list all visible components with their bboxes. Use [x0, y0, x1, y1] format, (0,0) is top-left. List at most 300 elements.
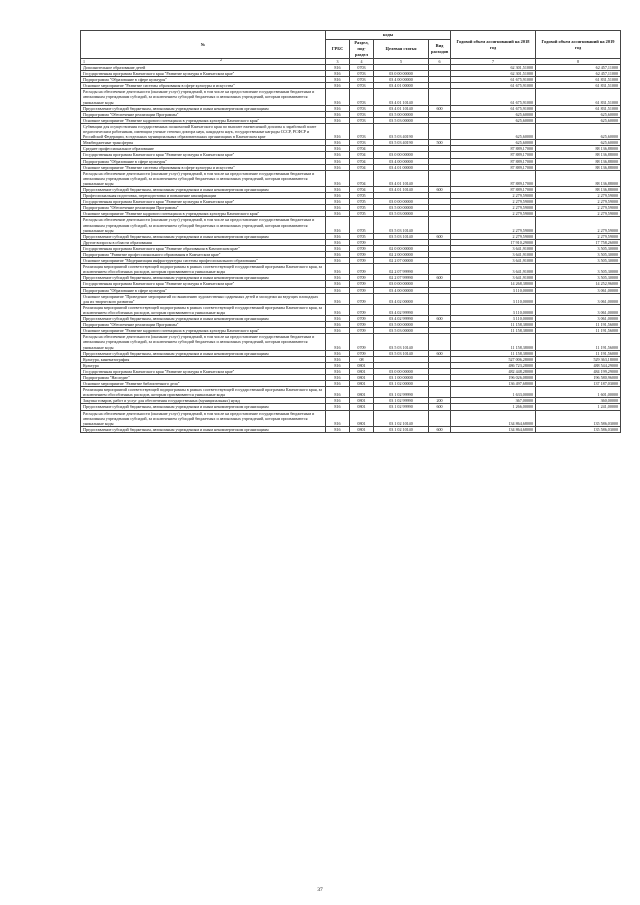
column-number: 7: [451, 59, 536, 65]
cell-grbs: 816: [326, 111, 350, 117]
cell-amount-2019: 11 191,56000: [536, 334, 621, 350]
cell-grbs: 816: [326, 123, 350, 139]
cell-target-article: 03 1 02 99990: [374, 404, 429, 410]
cell-grbs: 816: [326, 275, 350, 281]
cell-grbs: 816: [326, 328, 350, 334]
cell-grbs: 816: [326, 83, 350, 89]
cell-amount-2018: 61 675,91000: [451, 105, 536, 111]
cell-amount-2019: 88 136,88000: [536, 158, 621, 164]
cell-name: Предоставление субсидий бюджетным, автономным учреждениям и иным некоммерческим организациям: [81, 404, 326, 410]
cell-name: Основное мероприятие "Развитие кадрового потенциала в учреждениях культуры Камчатского края": [81, 117, 326, 123]
cell-expense-type: [429, 217, 451, 233]
cell-amount-2019: 88 136,88000: [536, 146, 621, 152]
cell-amount-2019: 135 586,03000: [536, 410, 621, 426]
cell-name: Межбюджетные трансферты: [81, 140, 326, 146]
cell-name: Предоставление субсидий бюджетным, автономным учреждениям и иным некоммерческим организациям: [81, 186, 326, 192]
cell-section: 0801: [350, 368, 374, 374]
cell-target-article: 03 5 03 10140: [374, 334, 429, 350]
cell-section: 0709: [350, 258, 374, 264]
cell-target-article: 03 1 02 00000: [374, 381, 429, 387]
cell-name: Реализация мероприятий соответствующей подпрограммы в рамках соответствующей государственной программы Камчатского края, за исключением обособленных расходов, которым присваиваются уникальные коды: [81, 304, 326, 315]
cell-amount-2018: 527 006,28000: [451, 356, 536, 362]
cell-target-article: 03 5 03 00000: [374, 211, 429, 217]
cell-name: Государственная программа Камчатского края "Развитие культуры в Камчатском крае": [81, 368, 326, 374]
cell-name: Подпрограмма "Образование в сфере культуры": [81, 158, 326, 164]
cell-name: Предоставление субсидий бюджетным, автономным учреждениям и иным некоммерческим организациям: [81, 233, 326, 239]
cell-grbs: 816: [326, 164, 350, 170]
cell-amount-2018: 196 026,08000: [451, 374, 536, 380]
cell-expense-type: 600: [429, 316, 451, 322]
cell-target-article: 02 2 07 99990: [374, 264, 429, 275]
table-row: [81, 410, 621, 426]
cell-amount-2018: 1 266,00000: [451, 404, 536, 410]
cell-amount-2019: 625,60000: [536, 140, 621, 146]
cell-amount-2018: 625,60000: [451, 111, 536, 117]
cell-section: 08: [350, 356, 374, 362]
cell-name: Профессиональная подготовка, переподготовка и повышение квалификации: [81, 193, 326, 199]
column-number: 1: [81, 59, 326, 65]
cell-amount-2019: 2 279,59000: [536, 211, 621, 217]
cell-amount-2018: 625,60000: [451, 123, 536, 139]
cell-section: 0704: [350, 170, 374, 186]
cell-target-article: 03 0 00 00000: [374, 368, 429, 374]
cell-amount-2019: 88 136,88000: [536, 186, 621, 192]
cell-amount-2019: 14 252,96000: [536, 281, 621, 287]
cell-target-article: 03 0 00 00000: [374, 281, 429, 287]
cell-section: 0703: [350, 71, 374, 77]
cell-section: 0703: [350, 117, 374, 123]
column-number: 6: [429, 59, 451, 65]
cell-amount-2018: 3 110,00000: [451, 287, 536, 293]
cell-section: 0703: [350, 89, 374, 105]
cell-amount-2018: 2 279,59000: [451, 205, 536, 211]
cell-name: Государственная программа Камчатского края "Развитие культуры в Камчатском крае": [81, 71, 326, 77]
cell-grbs: 816: [326, 368, 350, 374]
cell-section: 0705: [350, 193, 374, 199]
cell-target-article: 03 0 00 00000: [374, 152, 429, 158]
cell-amount-2018: 87 889,17000: [451, 152, 536, 158]
cell-name: Расходы на обеспечение деятельности (оказание услуг) учреждений, в том числе на предоставление государственным бюджетным и автономным учреждениям субсидий, за исключением субсидий бюджетных и автономных учреждений, которым присваиваются уникальные коды: [81, 89, 326, 105]
cell-section: 0705: [350, 199, 374, 205]
cell-amount-2018: 87 889,17000: [451, 186, 536, 192]
cell-expense-type: [429, 410, 451, 426]
cell-amount-2018: 61 675,91000: [451, 89, 536, 105]
cell-amount-2019: 11 191,56000: [536, 328, 621, 334]
cell-amount-2019: 1 241,00000: [536, 404, 621, 410]
cell-grbs: 816: [326, 199, 350, 205]
cell-expense-type: 600: [429, 186, 451, 192]
cell-grbs: 816: [326, 287, 350, 293]
cell-name: Подпрограмма "Образование в сфере культуры": [81, 287, 326, 293]
cell-name: Подпрограмма "Образование в сфере культуры": [81, 77, 326, 83]
cell-target-article: 03 4 00 00000: [374, 158, 429, 164]
column-number: 5: [374, 59, 429, 65]
cell-amount-2019: 11 191,56000: [536, 350, 621, 356]
cell-amount-2018: 3 641,91000: [451, 245, 536, 251]
cell-section: 0801: [350, 404, 374, 410]
cell-amount-2018: 486 723,28000: [451, 362, 536, 368]
cell-section: 0703: [350, 77, 374, 83]
cell-name: Расходы на обеспечение деятельности (оказание услуг) учреждений, в том числе на предоставление государственным бюджетным и автономным учреждениям субсидий, за исключением субсидий бюджетных и автономных учреждений, которым присваиваются уникальные коды: [81, 410, 326, 426]
cell-amount-2019: 484 199,29000: [536, 368, 621, 374]
table-row: [81, 334, 621, 350]
cell-amount-2019: 1 601,00000: [536, 387, 621, 398]
cell-target-article: 03 5 03 10140: [374, 350, 429, 356]
cell-section: 0705: [350, 211, 374, 217]
cell-section: 0709: [350, 304, 374, 315]
cell-section: 0705: [350, 205, 374, 211]
cell-amount-2019: 196 580,96000: [536, 374, 621, 380]
cell-grbs: 816: [326, 146, 350, 152]
cell-amount-2018: 134 864,68000: [451, 410, 536, 426]
cell-expense-type: [429, 387, 451, 398]
cell-grbs: 816: [326, 362, 350, 368]
cell-amount-2019: 2 279,59000: [536, 199, 621, 205]
cell-grbs: 816: [326, 211, 350, 217]
cell-grbs: 816: [326, 170, 350, 186]
cell-amount-2019: 2 279,59000: [536, 205, 621, 211]
cell-target-article: 03 5 00 00000: [374, 111, 429, 117]
cell-amount-2018: 87 889,17000: [451, 158, 536, 164]
cell-section: 0709: [350, 293, 374, 304]
cell-section: 0709: [350, 287, 374, 293]
header-number: №: [81, 31, 326, 59]
cell-amount-2018: 3 641,91000: [451, 258, 536, 264]
budget-table: [80, 30, 621, 433]
cell-target-article: 03 4 01 10140: [374, 170, 429, 186]
header-codes: коды: [326, 31, 451, 40]
cell-grbs: 816: [326, 252, 350, 258]
cell-section: 0709: [350, 334, 374, 350]
cell-amount-2018: 3 110,00000: [451, 316, 536, 322]
cell-section: 0801: [350, 410, 374, 426]
cell-section: 0704: [350, 186, 374, 192]
table-row: [81, 89, 621, 105]
cell-target-article: 02 2 07 00000: [374, 258, 429, 264]
cell-expense-type: [429, 170, 451, 186]
cell-section: 0705: [350, 217, 374, 233]
cell-target-article: 03 4 01 10140: [374, 105, 429, 111]
cell-grbs: 816: [326, 293, 350, 304]
cell-target-article: 03 5 03 10140: [374, 217, 429, 233]
cell-name: Основное мероприятие "Развитие кадрового потенциала в учреждениях культуры Камчатского края": [81, 211, 326, 217]
cell-amount-2018: 482 448,28000: [451, 368, 536, 374]
header-year-2018: Годовой объем ассигнований на 2018 год: [451, 31, 536, 59]
cell-grbs: 816: [326, 374, 350, 380]
cell-grbs: 816: [326, 426, 350, 432]
cell-target-article: 03 4 01 00000: [374, 164, 429, 170]
table-row: [81, 170, 621, 186]
cell-amount-2018: 3 641,91000: [451, 275, 536, 281]
cell-name: Государственная программа Камчатского края "Развитие образования в Камчатском крае": [81, 245, 326, 251]
cell-expense-type: [429, 264, 451, 275]
cell-grbs: 816: [326, 71, 350, 77]
cell-name: Государственная программа Камчатского края "Развитие культуры в Камчатском крае": [81, 152, 326, 158]
cell-grbs: 816: [326, 398, 350, 404]
cell-target-article: 03 4 02 99990: [374, 316, 429, 322]
cell-grbs: 816: [326, 186, 350, 192]
cell-amount-2018: 3 110,00000: [451, 293, 536, 304]
cell-name: Основное мероприятие "Развитие библиотечного дела": [81, 381, 326, 387]
cell-name: Основное мероприятие "Модернизация инфраструктуры системы профессионального образования": [81, 258, 326, 264]
cell-target-article: 03 5 00 00000: [374, 205, 429, 211]
header-grbs: ГРБС: [326, 40, 350, 59]
cell-amount-2019: 529 363,18000: [536, 356, 621, 362]
cell-amount-2019: 61 831,51000: [536, 105, 621, 111]
cell-amount-2018: 87 889,17000: [451, 146, 536, 152]
cell-amount-2019: 3 505,30000: [536, 245, 621, 251]
cell-amount-2019: 488 544,29000: [536, 362, 621, 368]
cell-amount-2018: 3 110,00000: [451, 304, 536, 315]
cell-name: Подпрограмма "Обеспечение реализации Программы": [81, 322, 326, 328]
page: [80, 30, 620, 433]
cell-expense-type: [429, 334, 451, 350]
cell-amount-2018: 625,60000: [451, 140, 536, 146]
cell-grbs: 816: [326, 404, 350, 410]
cell-name: Основное мероприятие "Проведение мероприятий по выявлению художественно одаренных детей и молодежи на ведущих площадках для их творческого развития": [81, 293, 326, 304]
cell-name: Расходы на обеспечение деятельности (оказание услуг) учреждений, в том числе на предоставление государственным бюджетным и автономным учреждениям субсидий, за исключением субсидий бюджетных и автономных учреждений, которым присваиваются уникальные коды: [81, 170, 326, 186]
cell-name: Государственная программа Камчатского края "Развитие культуры в Камчатском крае": [81, 281, 326, 287]
cell-section: 0709: [350, 328, 374, 334]
cell-target-article: 03 5 03 00000: [374, 328, 429, 334]
cell-expense-type: 500: [429, 140, 451, 146]
cell-name: Основное мероприятие "Развитие системы образования в сфере культуры и искусства": [81, 164, 326, 170]
cell-amount-2018: 2 279,59000: [451, 199, 536, 205]
cell-name: Закупка товаров, работ и услуг для обеспечения государственных (муниципальных) нужд: [81, 398, 326, 404]
cell-amount-2018: 62 301,51000: [451, 65, 536, 71]
cell-amount-2019: 135 586,03000: [536, 426, 621, 432]
cell-grbs: 816: [326, 205, 350, 211]
cell-grbs: 816: [326, 334, 350, 350]
cell-name: Расходы на обеспечение деятельности (оказание услуг) учреждений, в том числе на предоставление государственным бюджетным и автономным учреждениям субсидий, за исключением субсидий бюджетных и автономных учреждений, которым присваиваются уникальные коды: [81, 334, 326, 350]
cell-expense-type: 600: [429, 275, 451, 281]
cell-name: Расходы на обеспечение деятельности (оказание услуг) учреждений, в том числе на предоставление государственным бюджетным и автономным учреждениям субсидий, за исключением субсидий бюджетных и автономных учреждений, которым присваиваются уникальные коды: [81, 217, 326, 233]
cell-amount-2018: 87 889,17000: [451, 164, 536, 170]
cell-section: 0704: [350, 146, 374, 152]
cell-amount-2018: 14 268,38000: [451, 281, 536, 287]
cell-target-article: 03 1 00 00000: [374, 374, 429, 380]
cell-name: Предоставление субсидий бюджетным, автономным учреждениям и иным некоммерческим организациям: [81, 275, 326, 281]
cell-amount-2019: 17 758,26000: [536, 239, 621, 245]
cell-grbs: 816: [326, 350, 350, 356]
cell-name: Культура: [81, 362, 326, 368]
cell-expense-type: 600: [429, 105, 451, 111]
cell-expense-type: 600: [429, 233, 451, 239]
cell-name: Подпрограмма "Наследие": [81, 374, 326, 380]
cell-section: 0709: [350, 239, 374, 245]
column-number: 4: [350, 59, 374, 65]
cell-section: 0704: [350, 164, 374, 170]
cell-target-article: 03 5 03 10140: [374, 233, 429, 239]
column-2-marker: 2: [220, 57, 222, 62]
cell-section: 0801: [350, 398, 374, 404]
cell-section: 0709: [350, 252, 374, 258]
cell-target-article: 03 1 02 99990: [374, 387, 429, 398]
cell-amount-2018: 134 864,68000: [451, 426, 536, 432]
cell-amount-2019: 3 061,00000: [536, 304, 621, 315]
cell-target-article: 03 4 00 00000: [374, 287, 429, 293]
cell-amount-2019: 88 136,88000: [536, 164, 621, 170]
cell-amount-2019: 3 061,00000: [536, 316, 621, 322]
table-body: [81, 65, 621, 433]
cell-target-article: 03 1 02 10140: [374, 410, 429, 426]
cell-expense-type: 200: [429, 398, 451, 404]
cell-target-article: 03 4 01 10140: [374, 89, 429, 105]
cell-amount-2019: 61 831,51000: [536, 83, 621, 89]
cell-target-article: 03 1 02 99990: [374, 398, 429, 404]
cell-amount-2018: 2 279,59000: [451, 193, 536, 199]
cell-grbs: 816: [326, 356, 350, 362]
cell-grbs: 816: [326, 264, 350, 275]
cell-amount-2018: 11 158,38000: [451, 334, 536, 350]
cell-name: Предоставление субсидий бюджетным, автономным учреждениям и иным некоммерческим организациям: [81, 350, 326, 356]
cell-section: 0705: [350, 233, 374, 239]
cell-target-article: 02 2 00 00000: [374, 252, 429, 258]
cell-target-article: 03 4 02 99990: [374, 304, 429, 315]
cell-section: 0709: [350, 281, 374, 287]
cell-amount-2019: 2 279,59000: [536, 233, 621, 239]
cell-amount-2019: 61 831,51000: [536, 77, 621, 83]
cell-grbs: 816: [326, 105, 350, 111]
cell-grbs: 816: [326, 140, 350, 146]
cell-target-article: 02 2 07 99990: [374, 275, 429, 281]
cell-grbs: 816: [326, 316, 350, 322]
cell-amount-2018: 61 675,91000: [451, 77, 536, 83]
cell-name: Подпрограмма "Обеспечение реализации Программы": [81, 111, 326, 117]
cell-grbs: 816: [326, 245, 350, 251]
cell-grbs: 816: [326, 117, 350, 123]
cell-amount-2019: 625,60000: [536, 123, 621, 139]
cell-section: 0703: [350, 105, 374, 111]
cell-grbs: 816: [326, 304, 350, 315]
cell-target-article: 02 0 00 00000: [374, 245, 429, 251]
cell-name: Реализация мероприятий соответствующей подпрограммы в рамках соответствующей государственной программы Камчатского края, за исключением обособленных расходов, которым присваиваются уникальные коды: [81, 387, 326, 398]
cell-section: 0709: [350, 264, 374, 275]
cell-amount-2018: 3 641,91000: [451, 252, 536, 258]
cell-amount-2019: 3 505,30000: [536, 275, 621, 281]
cell-amount-2019: 2 279,59000: [536, 217, 621, 233]
table-row: [81, 293, 621, 304]
cell-expense-type: [429, 123, 451, 139]
cell-amount-2019: 2 279,59000: [536, 193, 621, 199]
cell-amount-2018: 2 279,59000: [451, 217, 536, 233]
cell-section: 0801: [350, 426, 374, 432]
cell-amount-2019: 88 136,88000: [536, 170, 621, 186]
cell-grbs: 816: [326, 322, 350, 328]
cell-amount-2019: 625,60000: [536, 111, 621, 117]
cell-section: 0709: [350, 322, 374, 328]
cell-amount-2018: 11 158,38000: [451, 350, 536, 356]
cell-section: 0709: [350, 245, 374, 251]
cell-amount-2018: 11 158,38000: [451, 328, 536, 334]
cell-section: 0709: [350, 316, 374, 322]
cell-grbs: 816: [326, 158, 350, 164]
cell-amount-2018: 1 633,00000: [451, 387, 536, 398]
cell-name: Предоставление субсидий бюджетным, автономным учреждениям и иным некоммерческим организациям: [81, 105, 326, 111]
cell-target-article: 03 5 03 00000: [374, 117, 429, 123]
cell-amount-2019: 3 061,00000: [536, 293, 621, 304]
cell-name: Основное мероприятие "Развитие кадрового потенциала в учреждениях культуры Камчатского края": [81, 328, 326, 334]
cell-grbs: 816: [326, 77, 350, 83]
table-row: [81, 217, 621, 233]
cell-expense-type: [429, 293, 451, 304]
cell-amount-2019: 3 505,30000: [536, 252, 621, 258]
cell-name: Субвенции для осуществления государственных полномочий Камчатского края по выплате ежемесячной доплаты к заработной плате педагогическим работникам, имеющим ученые степени доктора наук, кандидата наук, государственные награды СССР, РСФСР и Российской Федерации, в отдельных муниципальных образовательных организациях в Камчатском крае: [81, 123, 326, 139]
cell-expense-type: 600: [429, 404, 451, 410]
cell-name: Предоставление субсидий бюджетным, автономным учреждениям и иным некоммерческим организациям: [81, 316, 326, 322]
cell-amount-2019: 137 187,03000: [536, 381, 621, 387]
cell-grbs: 816: [326, 239, 350, 245]
cell-section: 0704: [350, 152, 374, 158]
cell-target-article: 03 5 00 00000: [374, 322, 429, 328]
cell-section: 0801: [350, 381, 374, 387]
cell-grbs: 816: [326, 281, 350, 287]
cell-expense-type: 600: [429, 426, 451, 432]
cell-section: 0709: [350, 350, 374, 356]
cell-target-article: 03 0 00 00000: [374, 71, 429, 77]
cell-amount-2018: 2 279,59000: [451, 211, 536, 217]
cell-amount-2019: 62 457,11000: [536, 71, 621, 77]
cell-grbs: 816: [326, 152, 350, 158]
cell-amount-2019: 88 136,88000: [536, 152, 621, 158]
cell-amount-2018: 62 301,51000: [451, 71, 536, 77]
cell-amount-2019: 3 061,00000: [536, 287, 621, 293]
cell-expense-type: 600: [429, 350, 451, 356]
cell-amount-2019: 62 457,11000: [536, 65, 621, 71]
cell-section: 0709: [350, 275, 374, 281]
cell-amount-2018: 61 675,91000: [451, 83, 536, 89]
cell-amount-2018: 625,60000: [451, 117, 536, 123]
column-number: 8: [536, 59, 621, 65]
cell-amount-2018: 17 910,29000: [451, 239, 536, 245]
cell-grbs: 816: [326, 410, 350, 426]
cell-amount-2019: 360,00000: [536, 398, 621, 404]
table-row: [81, 264, 621, 275]
table-row: [81, 123, 621, 139]
cell-grbs: 816: [326, 89, 350, 105]
header-target-article: Целевая статья: [374, 40, 429, 59]
cell-section: 0704: [350, 158, 374, 164]
header-year-2019: Годовой объем ассигнований на 2019 год: [536, 31, 621, 59]
cell-grbs: 816: [326, 381, 350, 387]
cell-amount-2018: 87 889,17000: [451, 170, 536, 186]
cell-section: 0703: [350, 83, 374, 89]
table-row: [81, 304, 621, 315]
cell-amount-2018: 11 158,38000: [451, 322, 536, 328]
cell-name: Другие вопросы в области образования: [81, 239, 326, 245]
cell-target-article: 03 4 01 00000: [374, 83, 429, 89]
column-number: 3: [326, 59, 350, 65]
cell-amount-2018: 3 641,91000: [451, 264, 536, 275]
cell-section: 0703: [350, 65, 374, 71]
cell-section: 0801: [350, 387, 374, 398]
page-number: 37: [317, 887, 323, 893]
cell-target-article: 03 4 00 00000: [374, 77, 429, 83]
cell-amount-2018: 367,00000: [451, 398, 536, 404]
cell-expense-type: [429, 89, 451, 105]
cell-amount-2019: 11 191,56000: [536, 322, 621, 328]
cell-name: Подпрограмма "Развитие профессионального образования в Камчатском крае": [81, 252, 326, 258]
table-row: [81, 387, 621, 398]
cell-amount-2019: 3 505,30000: [536, 258, 621, 264]
cell-amount-2018: 2 279,59000: [451, 233, 536, 239]
cell-grbs: 816: [326, 217, 350, 233]
cell-grbs: 816: [326, 258, 350, 264]
cell-amount-2019: 625,60000: [536, 117, 621, 123]
cell-target-article: 03 5 03 40190: [374, 140, 429, 146]
cell-name: Культура, кинематография: [81, 356, 326, 362]
cell-section: 0703: [350, 140, 374, 146]
